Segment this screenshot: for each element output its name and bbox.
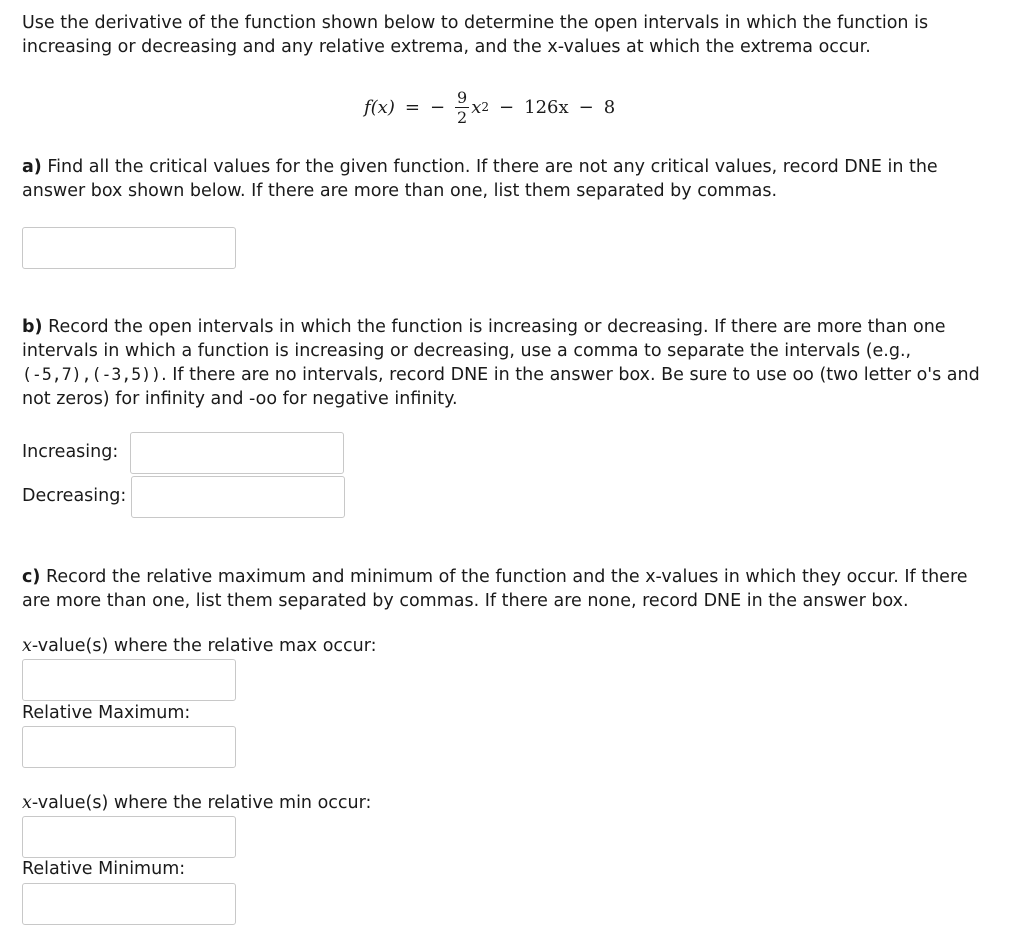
formula-linear-term: 126x: [524, 96, 569, 118]
part-b-instructions: [22, 316, 1002, 411]
function-formula: [364, 80, 615, 134]
part-b-example-intervals: (-5,7),(-3,5)): [22, 365, 162, 384]
relative-maximum-label: Relative Maximum:: [22, 703, 191, 723]
increasing-input[interactable]: [130, 432, 344, 474]
part-b-prefix: b): [22, 317, 43, 337]
intro-line-2: increasing or decreasing and any relative extrema, and the x-values at which the extrema occur.: [22, 36, 871, 57]
relative-maximum-input[interactable]: [22, 726, 236, 768]
xmax-label: [22, 635, 377, 657]
part-b-line-4: not zeros) for infinity and -oo for negative infinity.: [22, 388, 458, 409]
relative-minimum-label: Relative Minimum:: [22, 859, 186, 879]
part-a-instructions: [22, 156, 1002, 203]
part-a-line-1: Find all the critical values for the given function. If there are not any critical values, record DNE in the: [47, 157, 938, 177]
increasing-label: Increasing:: [22, 442, 119, 462]
part-b-line-1: Record the open intervals in which the function is increasing or decreasing. If there are more than one: [48, 317, 946, 337]
formula-negative-sign: −: [429, 96, 446, 118]
fraction-numerator: 9: [457, 87, 468, 107]
part-c-prefix: c): [22, 567, 41, 587]
xmin-label: [22, 792, 371, 814]
formula-equals: =: [404, 96, 420, 118]
part-b-line-2: intervals in which a function is increasing or decreasing, use a comma to separate the intervals (e.g.,: [22, 340, 912, 361]
formula-minus-2: −: [578, 96, 594, 118]
critical-values-input[interactable]: [22, 227, 236, 269]
part-c-instructions: [22, 566, 1002, 613]
xmax-input[interactable]: [22, 659, 236, 701]
part-a-line-2: answer box shown below. If there are more than one, list them separated by commas.: [22, 180, 778, 201]
formula-constant: 8: [603, 96, 616, 118]
relative-minimum-input[interactable]: [22, 883, 236, 925]
fraction-denominator: 2: [457, 107, 468, 127]
decreasing-label: Decreasing:: [22, 486, 127, 506]
xmax-variable: x: [22, 636, 32, 656]
part-a-prefix: a): [22, 157, 42, 177]
formula-fraction: [455, 89, 469, 126]
xmax-label-text: -value(s) where the relative max occur:: [31, 636, 377, 656]
part-c-line-2: are more than one, list them separated by commas. If there are none, record DNE in the answer box.: [22, 590, 909, 611]
formula-minus-1: −: [499, 96, 515, 118]
formula-exponent: 2: [481, 100, 490, 114]
formula-x-variable: x: [471, 96, 482, 118]
xmin-label-text: -value(s) where the relative min occur:: [31, 793, 372, 813]
part-b-line-3: . If there are no intervals, record DNE in the answer box. Be sure to use oo (two letter o's and: [161, 365, 980, 385]
part-c-line-1: Record the relative maximum and minimum of the function and the x-values in which they occur. If there: [45, 567, 968, 587]
formula-lhs: f(x): [364, 96, 395, 118]
xmin-variable: x: [22, 793, 32, 813]
intro-line-1: Use the derivative of the function shown below to determine the open intervals in which the function is: [22, 13, 929, 33]
decreasing-input[interactable]: [131, 476, 345, 518]
xmin-input[interactable]: [22, 816, 236, 858]
intro-text: [22, 12, 1002, 59]
